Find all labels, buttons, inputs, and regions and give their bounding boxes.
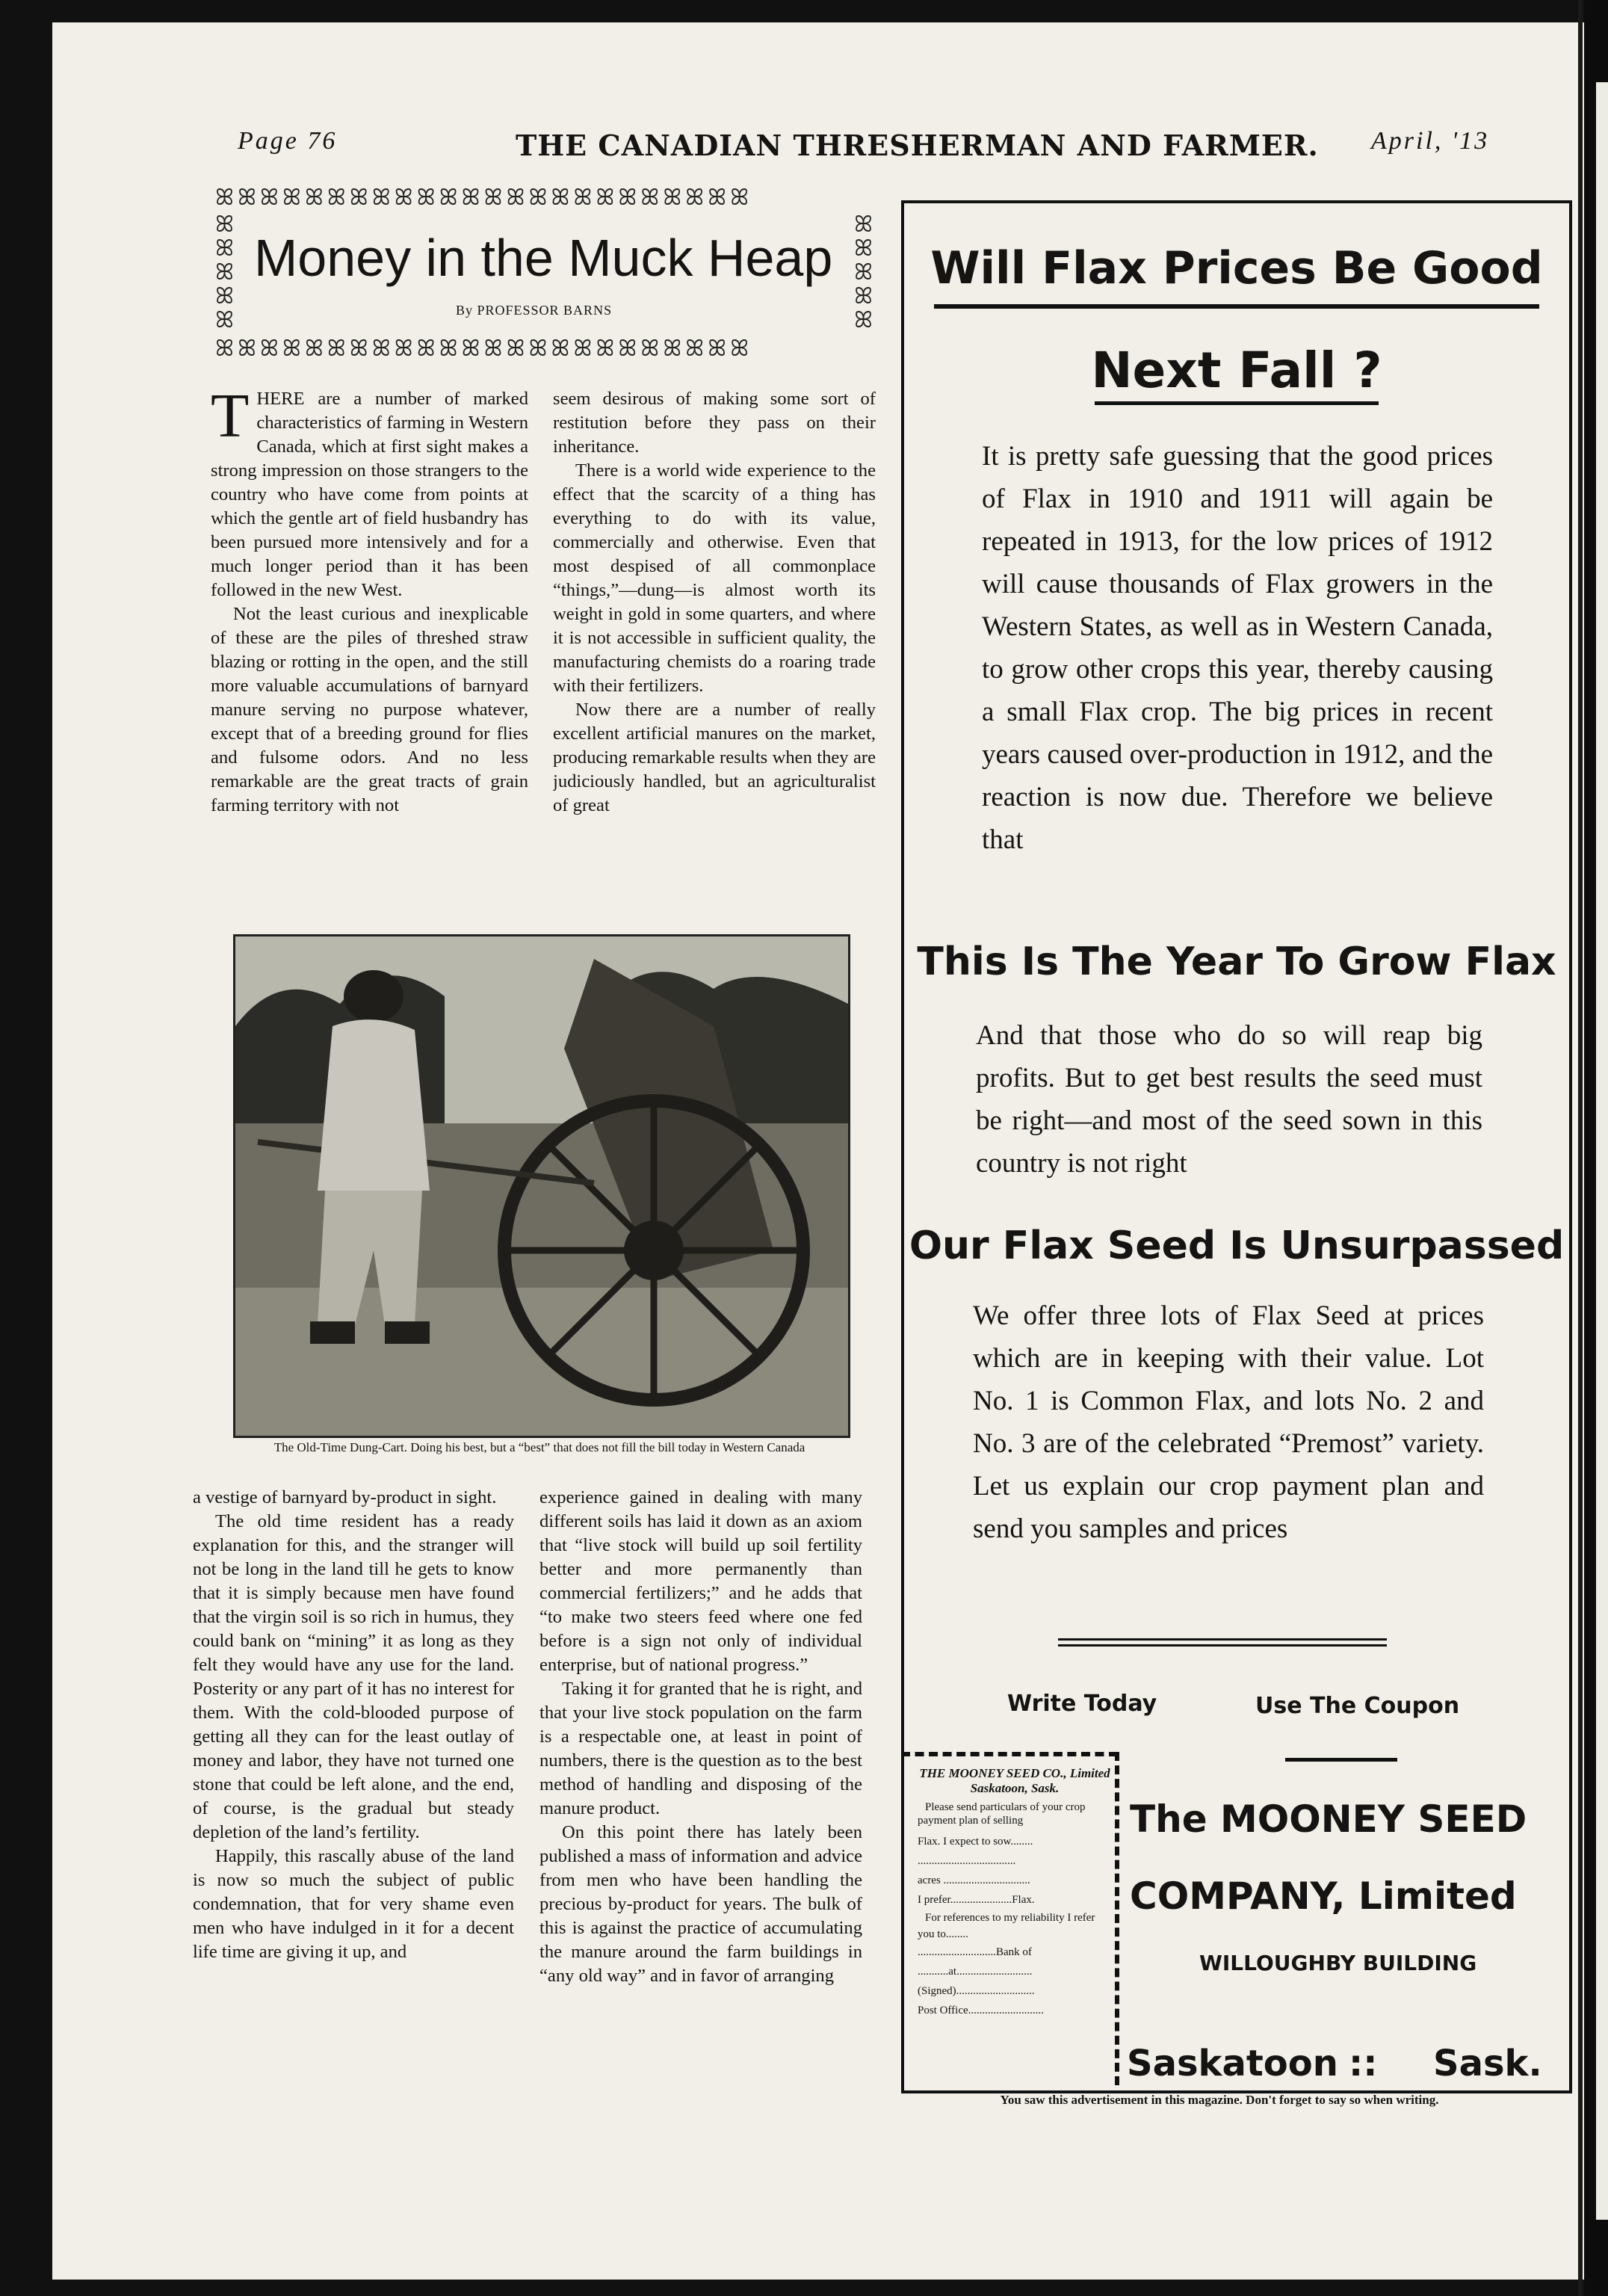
article-column-3 [193, 1486, 514, 2121]
article-column-2 [553, 387, 876, 919]
ad-body-offer: We offer three lots of Flax Seed at prices which are in keeping with their value. Lot No. 1 is Common Flax, and lots No. 2 and No. 3 are of the celebrated “Premost” variety. Let us explain our crop payment plan and send you samples and prices [973, 1300, 1484, 1544]
article-paragraph: Now there are a number of really excellent artificial manures on the market, producing remarkable results when they are judiciously handled, but an agriculturalist of great [553, 700, 876, 815]
ad-headline-flax-prices: Will Flax Prices Be Good [930, 242, 1543, 294]
article-paragraph: On this point there has lately been published a mass of information and advice from men who have been handling the precious by-product for years. The bulk of this is against the practice of accumulating the manure around the farm buildings in “any old way” and in favor of arranging [539, 1822, 862, 1986]
company-city: Saskatoon [1127, 2043, 1338, 2084]
ornament-border-right: ꕤ ꕤ ꕤ ꕤ ꕤ [854, 213, 873, 333]
coupon-field-bank[interactable]: ............................Bank of [918, 1946, 1032, 1958]
ad-headline-next-fall: Next Fall ? [1091, 342, 1382, 399]
ad-body-intro: It is pretty safe guessing that the good prices of Flax in 1910 and 1911 will again be repeated in 1913, for the low prices of 1912 will cause thousands of Flax growers in the Western States, as well as in Western Canada, to grow other crops this year, thereby causing a small Flax crop. The big prices in recent years caused over-production in 1912, and the reaction is now due. Therefore we believe that [982, 441, 1493, 855]
article-paragraph: Happily, this rascally abuse of the land is now so much the subject of public condemnation, that for very shame even men who have indulged in it for a decent life time are giving it up, and [193, 1846, 514, 1962]
article-paragraph: a vestige of barnyard by-product in sight. [193, 1487, 497, 1507]
ad-rule [1285, 1758, 1397, 1762]
page-number: Page 76 [238, 127, 338, 155]
ad-double-rule [1058, 1644, 1387, 1647]
use-coupon-label: Use The Coupon [1255, 1693, 1460, 1719]
address-separator: :: [1349, 2043, 1378, 2084]
ornament-border-top: ꕤꕤꕤꕤꕤꕤꕤꕤꕤꕤꕤꕤꕤꕤꕤꕤꕤꕤꕤꕤꕤꕤꕤꕤ [215, 185, 753, 210]
coupon-field-acres[interactable]: acres ............................... [918, 1874, 1030, 1886]
ad-rule [1095, 401, 1379, 405]
article-paragraph: There is a world wide experience to the effect that the scarcity of a thing has everything to do with its value, commercially and otherwise. Even that most despised of all commonplace “things,”—dung—is almost worth its weight in gold in some quarters, and where it is not accessible in sufficient quality, the manufacturing chemists do a roaring trade with their fertilizers. [553, 460, 876, 696]
coupon-field-post-office[interactable]: Post Office........................... [918, 2005, 1044, 2016]
publication-title: THE CANADIAN THRESHERMAN AND FARMER. [516, 129, 1319, 162]
article-paragraph: seem desirous of making some sort of restitution before they pass on their inheritance. [553, 389, 876, 457]
company-province: Sask. [1433, 2043, 1542, 2084]
coupon-field-sow[interactable]: Flax. I expect to sow........ [918, 1836, 1033, 1848]
dung-cart-photo [233, 934, 850, 1438]
ad-double-rule [1058, 1638, 1387, 1641]
order-coupon[interactable] [904, 1753, 1121, 2085]
article-column-1 [211, 387, 528, 919]
drop-cap: T [211, 387, 250, 451]
article-column-4 [539, 1486, 862, 2121]
article-byline: By PROFESSOR BARNS [456, 303, 613, 318]
coupon-references[interactable]: For references to my reliability I refer you to........ [918, 1912, 1095, 1940]
ad-headline-unsurpassed: Our Flax Seed Is Unsurpassed [909, 1223, 1565, 1268]
coupon-intro: Please send particulars of your crop payment plan of selling [918, 1801, 1086, 1827]
company-name-line2: COMPANY, Limited [1130, 1874, 1517, 1918]
company-building: WILLOUGHBY BUILDING [1199, 1951, 1477, 1975]
coupon-field-signed[interactable]: (Signed)............................ [918, 1985, 1035, 1997]
page-gutter [1578, 0, 1583, 2296]
advertisement-footer: You saw this advertisement in this magazine. Don't forget to say so when writing. [1000, 2093, 1439, 2107]
article-paragraph: The old time resident has a ready explanation for this, and the stranger will not be long in the land till he gets to know that it is simply because men have found that the virgin soil is so rich in humus, they could bank on “mining” it as long as they felt they would have any use for the land. Posterity or any part of it has no interest for them. With the cold-blooded purpose of getting all they can for the least outlay of money and labor, they have not turned one stone that could be left alone, and the end, of course, is the gradual but steady depletion of the land’s fertility. [193, 1511, 514, 1842]
ornament-border-bottom: ꕤꕤꕤꕤꕤꕤꕤꕤꕤꕤꕤꕤꕤꕤꕤꕤꕤꕤꕤꕤꕤꕤꕤꕤ [215, 336, 753, 361]
dung-cart-illustration [235, 936, 848, 1436]
article-paragraph: Taking it for granted that he is right, and that your live stock population on the farm is a respectable one, at least in point of numbers, there is the question as to the best method of handling and disposing of the manure product. [539, 1679, 862, 1818]
coupon-field-prefer[interactable]: I prefer......................Flax. [918, 1894, 1035, 1906]
company-name-line1: The MOONEY SEED [1130, 1797, 1527, 1841]
article-title: Money in the Muck Heap [254, 229, 833, 287]
photo-caption: The Old-Time Dung-Cart. Doing his best, but a “best” that does not fill the bill today in Western Canada [273, 1440, 805, 1454]
coupon-title: THE MOONEY SEED CO., Limited [919, 1766, 1110, 1780]
coupon-field-at[interactable]: ...........at........................... [918, 1966, 1033, 1978]
ad-body-profits: And that those who do so will reap big profits. But to get best results the seed must be right—and most of the seed sown in this country is not right [976, 1020, 1482, 1179]
ad-rule [934, 304, 1539, 309]
ornament-border-left: ꕤ ꕤ ꕤ ꕤ ꕤ [215, 213, 234, 333]
ad-headline-grow-flax: This Is The Year To Grow Flax [917, 939, 1556, 984]
article-paragraph: HERE are a number of marked characteristics of farming in Western Canada, which at first sight makes a strong impression on those strangers to the country who have come from points at which the gentle art of field husbandry has been pursued more intensively and for a much longer period than it has been followed in the new West. [211, 389, 528, 600]
coupon-field-blank[interactable]: ................................... [918, 1855, 1016, 1867]
issue-date: April, '13 [1371, 127, 1490, 155]
next-page-edge [1596, 82, 1608, 2220]
write-today-label: Write Today [1007, 1691, 1157, 1717]
article-paragraph: Not the least curious and inexplicable of these are the piles of threshed straw blazing or rotting in the open, and the still more valuable accumulations of barnyard manure serving no purpose whatever, except that of a breeding ground for flies and fulsome odors. And no less remarkable are the great tracts of grain farming territory with not [211, 604, 528, 815]
coupon-location: Saskatoon, Sask. [970, 1781, 1060, 1795]
article-paragraph: experience gained in dealing with many different soils has laid it down as an axiom that “live stock will build up soil fertility better and more permanently than commercial fertilizers;” and he adds that “to make two steers feed where one fed before is a sign not only of individual enterprise, but of national progress.” [539, 1487, 862, 1675]
